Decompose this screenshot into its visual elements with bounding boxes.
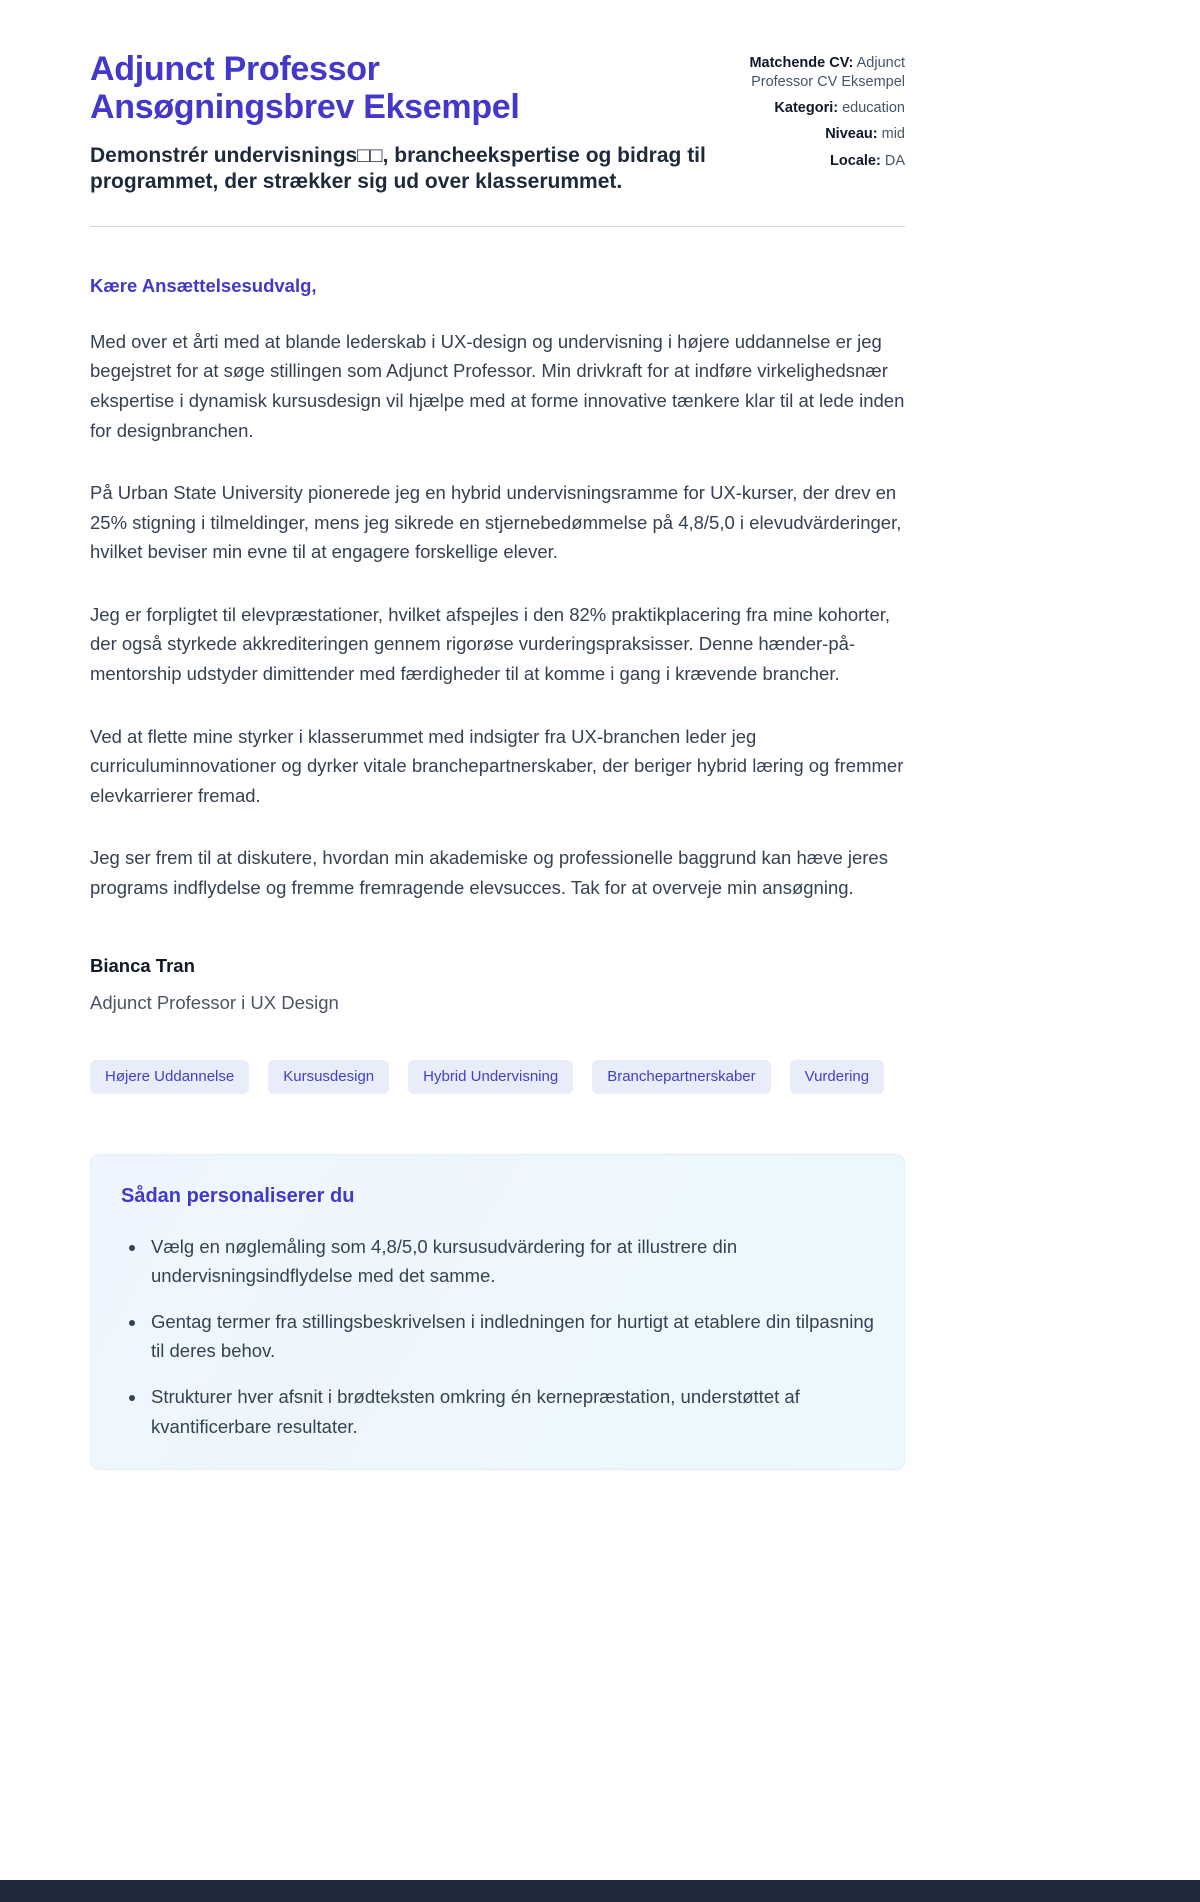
tag-chip-vurdering[interactable]: Vurdering xyxy=(790,1060,884,1094)
tip-item-1: • Vælg en nøglemåling som 4,8/5,0 kursusudvärdering for at illustrere din undervisningsindflydelse med det samme. xyxy=(147,1232,874,1291)
signature-role: Adjunct Professor i UX Design xyxy=(90,991,339,1013)
letter-paragraph-1: Med over et årti med at blande lederskab i UX-design og undervisning i højere uddannelse er jeg begejstret for at søge stillingen som Adjunct Professor. Min drivkraft for at indføre virkelighedsnær ekspertise i dynamisk kursusdesign vil hjælpe med at forme innovative tænkere klar til at lede inden for designbranchen. xyxy=(90,330,905,441)
tips-title: Sådan personaliserer du xyxy=(121,1184,355,1207)
meta-label-locale: Locale: xyxy=(830,152,881,169)
meta-value-matching-cv: Adjunct Professor CV Eksempel xyxy=(751,55,905,91)
letter-paragraph-3: Jeg er forpligtet til elevpræstationer, hvilket afspejles i den 82% praktikplacering fra mine kohorter, der også styrkede akkrediteringen gennem rigorøse vurderingspraksisser. Denne hænder-på-mentorship udstyder dimittender med færdigheder til at komme i gang i krævende brancher. xyxy=(90,603,891,685)
meta-row-locale xyxy=(727,152,905,171)
meta-label-category: Kategori: xyxy=(774,100,839,117)
footer-bar xyxy=(0,1880,1200,1902)
letter-paragraph-2: På Urban State University pionerede jeg en hybrid undervisningsramme for UX-kurser, der drev en 25% stigning i tilmeldinger, mens jeg sikrede en stjernebedømmelse på 4,8/5,0 i elevudvärderinger, hvilket beviser min evne til at engagere forskellige elever. xyxy=(90,482,902,563)
meta-label-matching-cv: Matchende CV: xyxy=(749,55,854,71)
meta-label-level: Niveau: xyxy=(825,126,878,143)
meta-value-locale: DA xyxy=(884,152,905,169)
letter-paragraph-5: Jeg ser frem til at diskutere, hvordan min akademiske og professionelle baggrund kan hæve jeres programs indflydelse og fremme fremragende elevsucces. Tak for at overveje min ansøgning. xyxy=(90,847,888,899)
meta-value-category: education xyxy=(842,100,905,117)
header-divider xyxy=(90,226,905,227)
header-text-block xyxy=(90,50,715,196)
page-title: Adjunct Professor Ansøgningsbrev Eksempel xyxy=(90,50,520,127)
letter-greeting: Kære Ansættelsesudvalg, xyxy=(90,274,317,296)
page-subtitle: Demonstrér undervisnings□□, brancheekspertise og bidrag til programmet, der strækker sig ud over klasserummet. xyxy=(90,143,706,194)
meta-row-level xyxy=(727,125,905,144)
meta-panel xyxy=(727,50,905,178)
meta-value-level: mid xyxy=(881,126,905,143)
personalization-tips-box xyxy=(90,1154,905,1471)
header xyxy=(90,50,905,196)
letter-paragraph-4: Ved at flette mine styrker i klasserummet med indsigter fra UX-branchen leder jeg curriculuminnovationer og dyrker vitale branchepartnerskaber, der beriger hybrid læring og fremmer elevkarrierer fremad. xyxy=(90,725,904,806)
tips-list xyxy=(121,1232,874,1442)
meta-row-matching-cv xyxy=(727,54,905,92)
meta-row-category xyxy=(727,99,905,118)
cover-letter-body xyxy=(90,275,905,1014)
tag-chip-hybrid-undervisning[interactable]: Hybrid Undervisning xyxy=(408,1060,573,1094)
content-column xyxy=(90,0,905,1880)
tag-chip-kursusdesign[interactable]: Kursusdesign xyxy=(268,1060,389,1094)
tip-item-3: • Strukturer hver afsnit i brødteksten omkring én kernepræstation, understøttet af kvantificerbare resultater. xyxy=(147,1382,874,1441)
tag-chip-branchepartnerskaber[interactable]: Branchepartnerskaber xyxy=(592,1060,770,1094)
tip-item-2: • Gentag termer fra stillingsbeskrivelsen i indledningen for hurtigt at etablere din tilpasning til deres behov. xyxy=(147,1307,874,1366)
tag-list xyxy=(90,1060,905,1094)
tag-chip-hojere-uddannelse[interactable]: Højere Uddannelse xyxy=(90,1060,249,1094)
signature-name: Bianca Tran xyxy=(90,954,195,976)
